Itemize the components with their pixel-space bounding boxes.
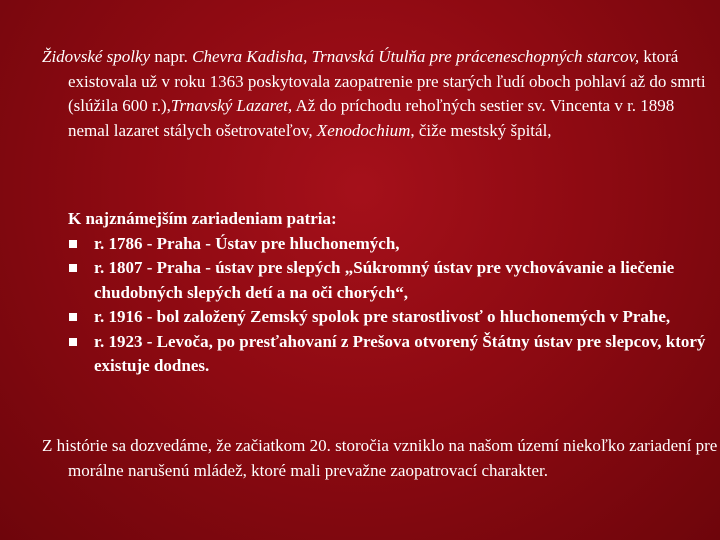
list-item-text: r. 1786 - Praha - Ústav pre hluchonemých,: [94, 233, 400, 253]
list-item-text: r. 1916 - bol založený Zemský spolok pre starostlivosť o hluchonemých v Prahe,: [94, 307, 671, 326]
square-bullet-icon: [69, 313, 77, 321]
list-item: [68, 256, 718, 305]
text-segment: Až do príchodu rehoľných sestier sv. Vincenta v r. 1898 nemal lazaret stálych ošetrovateľov,: [68, 96, 675, 140]
list-item: [68, 330, 718, 379]
list-item: [68, 232, 718, 257]
text-segment: Xenodochium: [316, 120, 411, 140]
paragraph-jewish-associations: [42, 45, 718, 143]
square-bullet-icon: [69, 264, 77, 272]
square-bullet-icon: [69, 240, 77, 248]
institutions-list: [68, 232, 718, 379]
list-item-text: r. 1923 - Levoča, po presťahovaní z Prešova otvorený Štátny ústav pre slepcov, ktorý existuje dodnes.: [94, 331, 706, 375]
list-intro: K najznámejším zariadeniam patria:: [68, 209, 337, 228]
text-segment: Chevra Kadisha: [192, 47, 304, 66]
list-item: [68, 305, 718, 330]
paragraph-text: Z histórie sa dozvedáme, že začiatkom 20. storočia vzniklo na našom území niekoľko zariadení pre morálne narušenú mládež, ktoré mali prevažne zaopatrovací charakter.: [42, 436, 718, 480]
list-item-text: r. 1807 - Praha - ústav pre slepých „Súkromný ústav pre vychovávanie a liečenie chudobných slepých detí a na oči chorých“,: [94, 258, 675, 302]
text-segment: , čiže mestský špitál,: [410, 120, 552, 140]
paragraph-history: [42, 434, 718, 483]
text-segment: Trnavský Lazaret,: [170, 96, 293, 115]
paragraph-known-institutions: [42, 207, 718, 379]
text-segment: ktorá existovala už v roku 1363 poskytovala zaopatrenie pre starých ľudí oboch pohlaví až do smrti (slúžila 600 r.),: [68, 47, 706, 115]
text-segment: napr.: [150, 47, 193, 66]
text-segment: ,: [303, 47, 312, 66]
square-bullet-icon: [69, 338, 77, 346]
text-segment: Židovské spolky: [42, 47, 151, 66]
text-segment: Trnavská Útulňa pre práceneschopných starcov,: [311, 47, 640, 66]
